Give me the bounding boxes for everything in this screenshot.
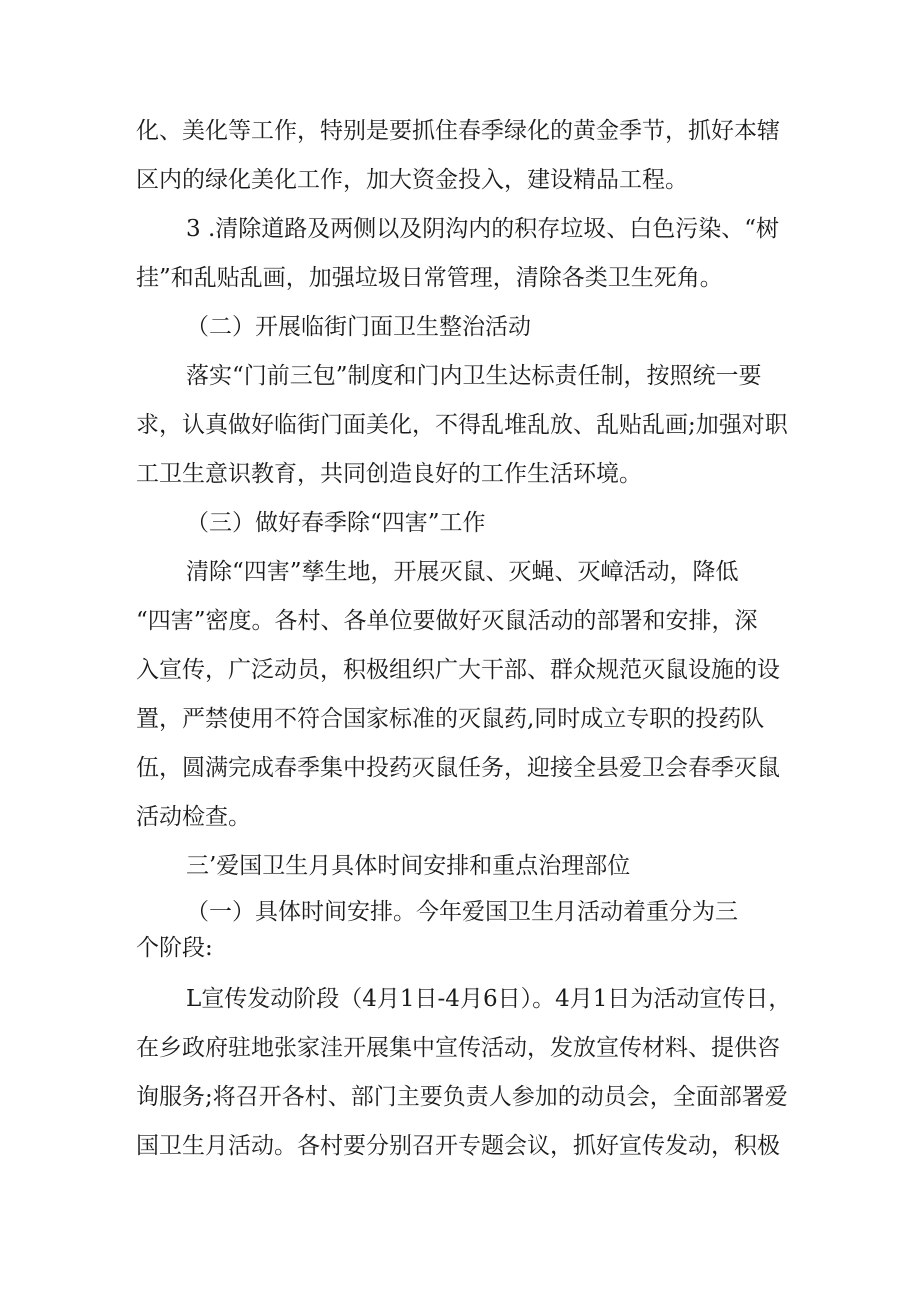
text-line: 落实“门前三包”制度和门内卫生达标责任制，按照统一要 [186, 363, 762, 389]
text-line: 入宣传，广泛动员，积极组织广大干部、群众规范灭鼠设施的设 [136, 657, 780, 683]
text-line: L宣传发动阶段（4月1日-4月6日）。4月1日为活动宣传日， [186, 986, 792, 1012]
text-line: 区内的绿化美化工作，加大资金投入，建设精品工程。 [136, 167, 688, 193]
section-heading: （一）具体时间安排。今年爱国卫生月活动着重分为三 [186, 899, 738, 925]
text-line: 置，严禁使用不符合国家标准的灭鼠药,同时成立专职的投药队 [136, 706, 765, 732]
text-line: 在乡政府驻地张家洼开展集中宣传活动，发放宣传材料、提供咨 [136, 1035, 780, 1061]
text-line: 个阶段: [136, 935, 213, 961]
section-heading: （三）做好春季除“四害”工作 [186, 510, 486, 536]
text-line: “四害”密度。各村、各单位要做好灭鼠活动的部署和安排，深 [136, 608, 758, 634]
text-line: 清除“四害”孳生地，开展灭鼠、灭蝇、灭嶂活动，降低 [186, 559, 739, 585]
text-line: 询服务;将召开各村、部门主要负责人参加的动员会，全面部署爱 [136, 1084, 788, 1110]
text-line: 3 .清除道路及两侧以及阴沟内的积存垃圾、白色污染、“树 [186, 216, 780, 242]
text-line: 化、美化等工作，特别是要抓住春季绿化的黄金季节，抓好本辖 [136, 118, 780, 144]
text-line: 工卫生意识教育，共同创造良好的工作生活环境。 [136, 461, 642, 487]
text-line: 国卫生月活动。各村要分别召开专题会议，抓好宣传发动，积极 [136, 1133, 780, 1159]
text-line: 挂”和乱贴乱画，加强垃圾日常管理，清除各类卫生死角。 [136, 265, 723, 291]
text-line: 活动检查。 [136, 804, 251, 830]
text-line: 求，认真做好临街门面美化，不得乱堆乱放、乱贴乱画;加强对职 [136, 412, 788, 438]
section-heading: （二）开展临街门面卫生整治活动 [186, 314, 531, 340]
section-heading: 三’爱国卫生月具体时间安排和重点治理部位 [186, 853, 631, 879]
text-line: 伍，圆满完成春季集中投药灭鼠任务，迎接全县爱卫会春季灭鼠 [136, 755, 780, 781]
